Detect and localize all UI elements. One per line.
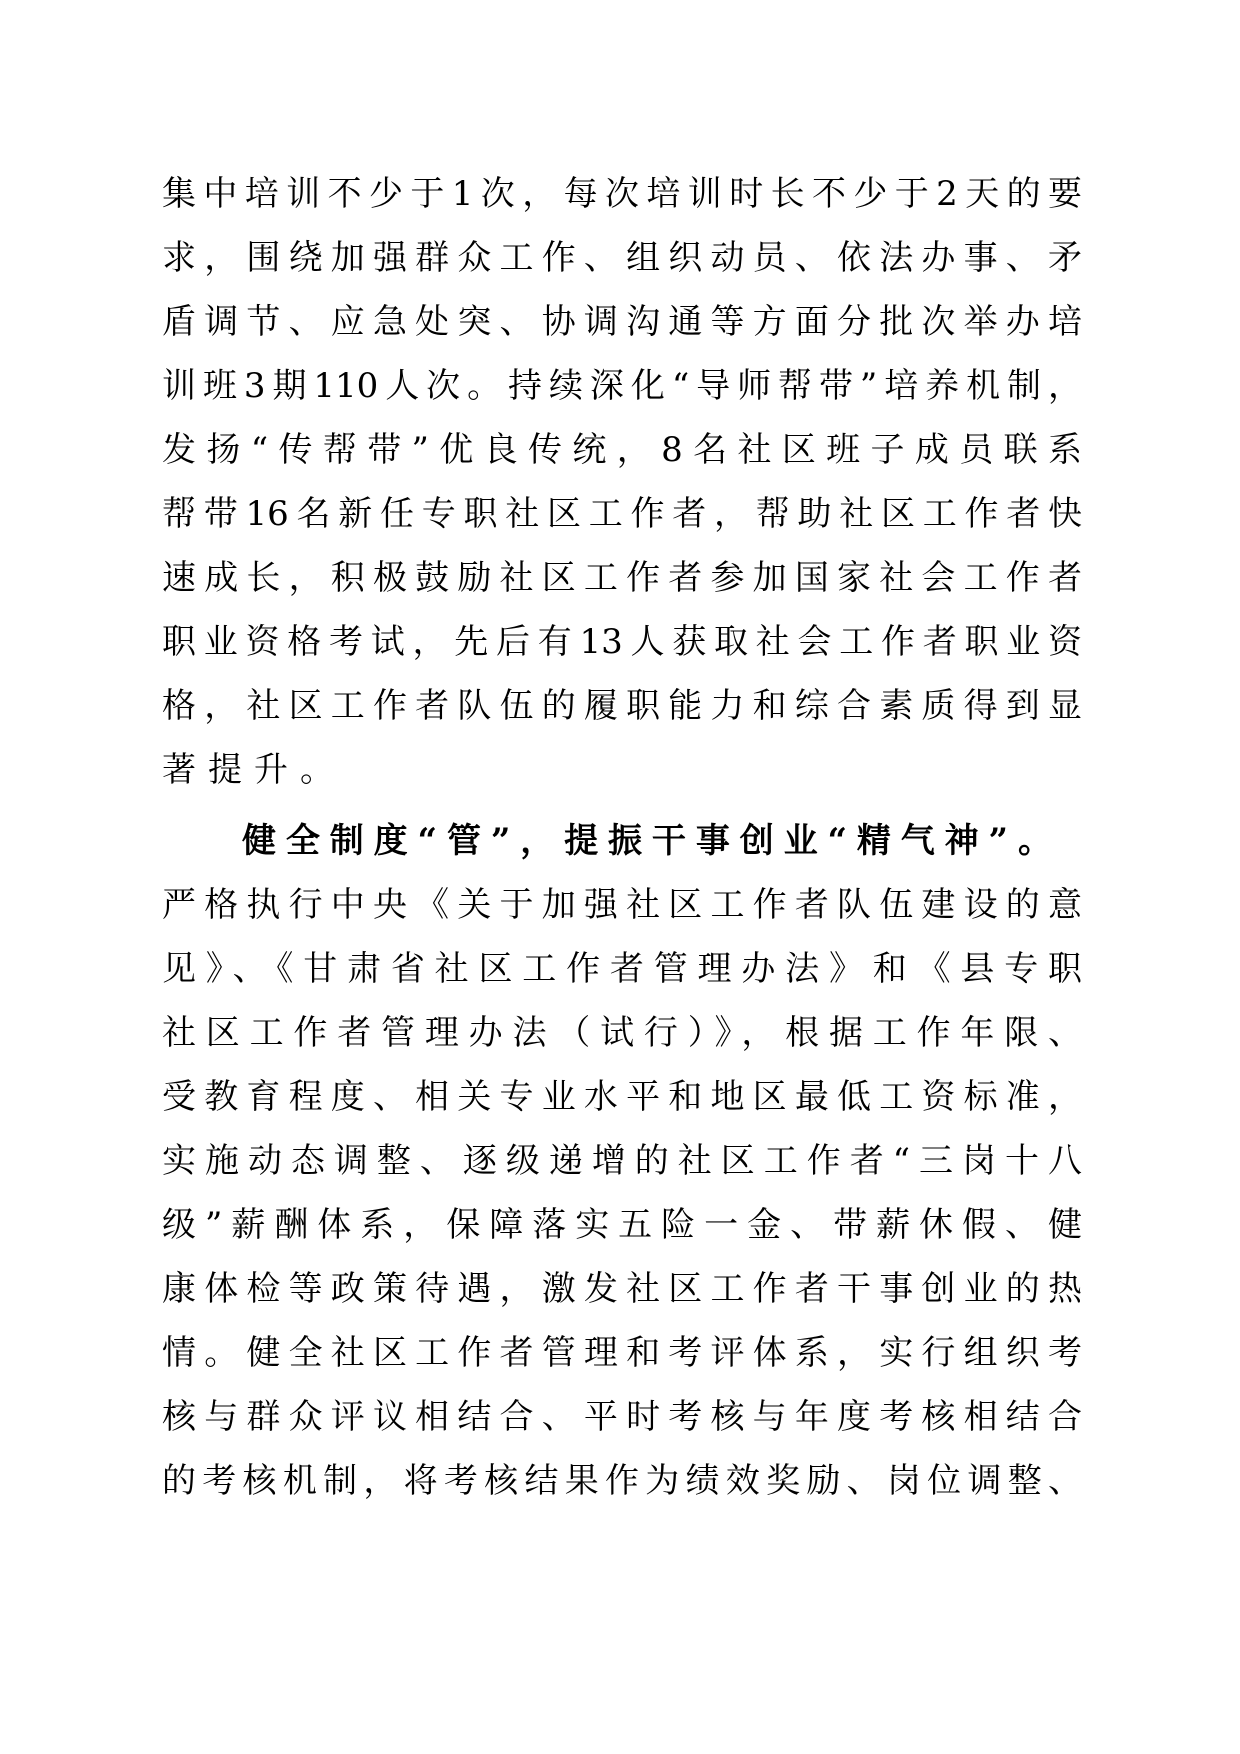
paragraph-line: 的考核机制，将考核结果作为绩效奖励、岗位调整、 bbox=[162, 1461, 1082, 1501]
paragraph-line: 级”薪酬体系，保障落实五险一金、带薪休假、健 bbox=[162, 1205, 1082, 1245]
paragraph-line: 求，围绕加强群众工作、组织动员、依法办事、矛 bbox=[162, 238, 1082, 278]
section-heading: 健全制度“管”，提振干事创业“精气神”。 bbox=[242, 821, 1052, 861]
paragraph-line: 格，社区工作者队伍的履职能力和综合素质得到显 bbox=[162, 686, 1082, 726]
paragraph-line: 速成长，积极鼓励社区工作者参加国家社会工作者 bbox=[162, 558, 1082, 598]
paragraph-line: 康体检等政策待遇，激发社区工作者干事创业的热 bbox=[162, 1269, 1082, 1309]
paragraph-line: 见》、《甘肃省社区工作者管理办法》和《县专职 bbox=[162, 949, 1082, 989]
paragraph-line: 核与群众评议相结合、平时考核与年度考核相结合 bbox=[162, 1397, 1082, 1437]
paragraph-line: 集中培训不少于1次，每次培训时长不少于2天的要 bbox=[162, 174, 1082, 214]
paragraph-line: 著提升。 bbox=[162, 750, 346, 790]
paragraph-line: 发扬“传帮带”优良传统，8名社区班子成员联系 bbox=[162, 430, 1082, 470]
paragraph-line: 职业资格考试，先后有13人获取社会工作者职业资 bbox=[162, 622, 1082, 662]
paragraph-line: 情。健全社区工作者管理和考评体系，实行组织考 bbox=[162, 1333, 1082, 1373]
paragraph-line: 实施动态调整、逐级递增的社区工作者“三岗十八 bbox=[162, 1141, 1082, 1181]
paragraph-line: 受教育程度、相关专业水平和地区最低工资标准， bbox=[162, 1077, 1082, 1117]
paragraph-line: 严格执行中央《关于加强社区工作者队伍建设的意 bbox=[162, 885, 1082, 925]
paragraph-line: 训班3期110人次。持续深化“导师帮带”培养机制， bbox=[162, 366, 1082, 406]
paragraph-line: 帮带16名新任专职社区工作者，帮助社区工作者快 bbox=[162, 494, 1082, 534]
paragraph-line: 社区工作者管理办法（试行）》，根据工作年限、 bbox=[162, 1013, 1082, 1053]
paragraph-line: 盾调节、应急处突、协调沟通等方面分批次举办培 bbox=[162, 302, 1082, 342]
